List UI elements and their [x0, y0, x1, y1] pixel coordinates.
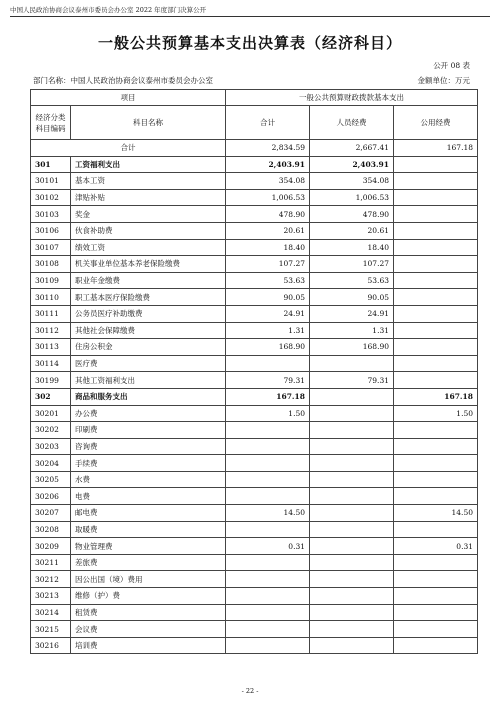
table-row — [31, 156, 478, 173]
row-name: 手续费 — [71, 455, 226, 472]
row-code: 30214 — [31, 604, 71, 621]
row-code: 30101 — [31, 173, 71, 190]
row-public — [394, 604, 478, 621]
row-public — [394, 521, 478, 538]
header-code: 经济分类科目编码 — [31, 106, 71, 140]
row-total — [226, 455, 310, 472]
row-total: 90.05 — [226, 289, 310, 306]
row-name: 印刷费 — [71, 422, 226, 439]
table-row — [31, 422, 478, 439]
row-personnel — [310, 588, 394, 605]
row-code: 30216 — [31, 637, 71, 654]
table-row — [31, 256, 478, 273]
row-total — [226, 621, 310, 638]
row-total — [226, 471, 310, 488]
row-total: 79.31 — [226, 372, 310, 389]
row-name: 其他工资福利支出 — [71, 372, 226, 389]
row-personnel — [310, 554, 394, 571]
row-public — [394, 272, 478, 289]
header-name: 科目名称 — [71, 106, 226, 140]
row-total: 478.90 — [226, 206, 310, 223]
row-personnel — [310, 637, 394, 654]
row-name: 商品和服务支出 — [71, 388, 226, 405]
row-code: 301 — [31, 156, 71, 173]
row-personnel — [310, 471, 394, 488]
row-name: 物业管理费 — [71, 538, 226, 555]
row-total — [226, 604, 310, 621]
row-personnel: 79.31 — [310, 372, 394, 389]
row-total: 167.18 — [226, 388, 310, 405]
row-personnel: 2,403.91 — [310, 156, 394, 173]
row-total: 53.63 — [226, 272, 310, 289]
row-code: 30108 — [31, 256, 71, 273]
table-row — [31, 189, 478, 206]
row-total: 2,403.91 — [226, 156, 310, 173]
table-row — [31, 372, 478, 389]
row-public — [394, 588, 478, 605]
total-personnel: 2,667.41 — [310, 140, 394, 157]
row-name: 其他社会保障缴费 — [71, 322, 226, 339]
row-personnel — [310, 571, 394, 588]
page-number: - 22 - — [241, 687, 259, 695]
row-public — [394, 438, 478, 455]
row-total: 24.91 — [226, 305, 310, 322]
table-row — [31, 239, 478, 256]
row-public — [394, 289, 478, 306]
row-code: 30215 — [31, 621, 71, 638]
row-name: 水费 — [71, 471, 226, 488]
row-public — [394, 471, 478, 488]
row-personnel: 107.27 — [310, 256, 394, 273]
row-code: 30102 — [31, 189, 71, 206]
row-code: 30211 — [31, 554, 71, 571]
row-public — [394, 222, 478, 239]
row-name: 住房公积金 — [71, 339, 226, 356]
row-name: 培训费 — [71, 637, 226, 654]
row-public: 167.18 — [394, 388, 478, 405]
row-total: 354.08 — [226, 173, 310, 190]
row-personnel — [310, 488, 394, 505]
row-personnel: 24.91 — [310, 305, 394, 322]
row-public — [394, 455, 478, 472]
row-code: 30109 — [31, 272, 71, 289]
row-name: 电费 — [71, 488, 226, 505]
row-personnel — [310, 505, 394, 522]
row-total: 20.61 — [226, 222, 310, 239]
total-amount: 2,834.59 — [226, 140, 310, 157]
header-personnel: 人员经费 — [310, 106, 394, 140]
row-personnel: 53.63 — [310, 272, 394, 289]
row-name: 津贴补贴 — [71, 189, 226, 206]
row-personnel: 1.31 — [310, 322, 394, 339]
row-total: 168.90 — [226, 339, 310, 356]
total-public: 167.18 — [394, 140, 478, 157]
department-label: 部门名称：中国人民政治协商会议泰州市委员会办公室 — [33, 76, 213, 85]
row-code: 30113 — [31, 339, 71, 356]
table-row — [31, 272, 478, 289]
table-row — [31, 222, 478, 239]
row-public: 14.50 — [394, 505, 478, 522]
row-personnel: 20.61 — [310, 222, 394, 239]
row-total — [226, 521, 310, 538]
row-public — [394, 206, 478, 223]
row-public — [394, 422, 478, 439]
table-row — [31, 488, 478, 505]
row-code: 30203 — [31, 438, 71, 455]
expenditure-table — [30, 89, 478, 654]
row-personnel — [310, 521, 394, 538]
row-personnel — [310, 422, 394, 439]
table-row — [31, 405, 478, 422]
total-label: 合计 — [31, 140, 226, 157]
row-code: 30208 — [31, 521, 71, 538]
row-total: 1.31 — [226, 322, 310, 339]
header-budget-group: 一般公共预算财政拨款基本支出 — [226, 90, 478, 106]
table-row — [31, 621, 478, 638]
row-personnel — [310, 405, 394, 422]
row-total: 0.31 — [226, 538, 310, 555]
row-code: 30114 — [31, 355, 71, 372]
row-total — [226, 588, 310, 605]
table-row — [31, 339, 478, 356]
row-total — [226, 571, 310, 588]
row-code: 30106 — [31, 222, 71, 239]
row-total — [226, 488, 310, 505]
row-public — [394, 488, 478, 505]
row-code: 30199 — [31, 372, 71, 389]
table-code: 公开 08 表 — [433, 61, 470, 70]
row-public — [394, 637, 478, 654]
row-name: 会议费 — [71, 621, 226, 638]
header-divider — [10, 16, 490, 17]
row-code: 30202 — [31, 422, 71, 439]
table-row — [31, 322, 478, 339]
row-personnel: 18.40 — [310, 239, 394, 256]
row-public: 1.50 — [394, 405, 478, 422]
row-total — [226, 422, 310, 439]
row-public — [394, 554, 478, 571]
row-name: 邮电费 — [71, 505, 226, 522]
row-personnel — [310, 538, 394, 555]
row-code: 30204 — [31, 455, 71, 472]
table-row — [31, 173, 478, 190]
table-row — [31, 289, 478, 306]
row-name: 职工基本医疗保险缴费 — [71, 289, 226, 306]
table-row — [31, 305, 478, 322]
table-row — [31, 637, 478, 654]
total-row — [31, 140, 478, 157]
row-total — [226, 438, 310, 455]
row-name: 医疗费 — [71, 355, 226, 372]
table-row — [31, 554, 478, 571]
row-personnel — [310, 604, 394, 621]
row-personnel — [310, 355, 394, 372]
table-row — [31, 505, 478, 522]
row-public — [394, 355, 478, 372]
row-name: 维修（护）费 — [71, 588, 226, 605]
header-total: 合计 — [226, 106, 310, 140]
row-personnel: 354.08 — [310, 173, 394, 190]
header-row — [31, 106, 478, 140]
row-public — [394, 339, 478, 356]
row-public — [394, 189, 478, 206]
row-total — [226, 355, 310, 372]
row-personnel: 90.05 — [310, 289, 394, 306]
table-row — [31, 455, 478, 472]
row-name: 机关事业单位基本养老保险缴费 — [71, 256, 226, 273]
row-code: 30213 — [31, 588, 71, 605]
table-row — [31, 521, 478, 538]
amount-unit-label: 金额单位：万元 — [417, 76, 470, 85]
row-code: 30112 — [31, 322, 71, 339]
table-row — [31, 206, 478, 223]
row-code: 30103 — [31, 206, 71, 223]
header-item: 项目 — [31, 90, 226, 106]
row-personnel — [310, 621, 394, 638]
row-name: 工资福利支出 — [71, 156, 226, 173]
row-personnel — [310, 388, 394, 405]
running-header: 中国人民政治协商会议泰州市委员会办公室 2022 年度部门决算公开 — [10, 6, 207, 14]
table-row — [31, 355, 478, 372]
row-public — [394, 239, 478, 256]
row-name: 取暖费 — [71, 521, 226, 538]
row-code: 30207 — [31, 505, 71, 522]
row-code: 30111 — [31, 305, 71, 322]
row-code: 30107 — [31, 239, 71, 256]
row-name: 租赁费 — [71, 604, 226, 621]
row-public — [394, 571, 478, 588]
row-code: 30212 — [31, 571, 71, 588]
row-code: 302 — [31, 388, 71, 405]
table-row — [31, 604, 478, 621]
row-public: 0.31 — [394, 538, 478, 555]
row-name: 奖金 — [71, 206, 226, 223]
row-public — [394, 372, 478, 389]
row-personnel: 1,006.53 — [310, 189, 394, 206]
row-total: 14.50 — [226, 505, 310, 522]
row-personnel — [310, 455, 394, 472]
row-code: 30110 — [31, 289, 71, 306]
row-total — [226, 554, 310, 571]
row-name: 办公费 — [71, 405, 226, 422]
row-code: 30201 — [31, 405, 71, 422]
row-name: 因公出国（境）费用 — [71, 571, 226, 588]
row-total: 1.50 — [226, 405, 310, 422]
row-name: 伙食补助费 — [71, 222, 226, 239]
row-personnel: 168.90 — [310, 339, 394, 356]
row-name: 公务员医疗补助缴费 — [71, 305, 226, 322]
row-name: 差旅费 — [71, 554, 226, 571]
table-row — [31, 538, 478, 555]
header-public: 公用经费 — [394, 106, 478, 140]
row-code: 30209 — [31, 538, 71, 555]
row-total: 1,006.53 — [226, 189, 310, 206]
row-name: 咨询费 — [71, 438, 226, 455]
row-personnel: 478.90 — [310, 206, 394, 223]
row-name: 基本工资 — [71, 173, 226, 190]
row-public — [394, 173, 478, 190]
row-public — [394, 156, 478, 173]
row-code: 30205 — [31, 471, 71, 488]
table-row — [31, 388, 478, 405]
row-public — [394, 322, 478, 339]
row-public — [394, 621, 478, 638]
table-row — [31, 588, 478, 605]
row-public — [394, 256, 478, 273]
row-total: 18.40 — [226, 239, 310, 256]
row-total: 107.27 — [226, 256, 310, 273]
row-name: 绩效工资 — [71, 239, 226, 256]
row-code: 30206 — [31, 488, 71, 505]
table-row — [31, 571, 478, 588]
row-public — [394, 305, 478, 322]
row-total — [226, 637, 310, 654]
row-name: 职业年金缴费 — [71, 272, 226, 289]
row-personnel — [310, 438, 394, 455]
header-row — [31, 90, 478, 106]
page-title: 一般公共预算基本支出决算表（经济科目） — [97, 34, 402, 52]
table-row — [31, 438, 478, 455]
table-row — [31, 471, 478, 488]
